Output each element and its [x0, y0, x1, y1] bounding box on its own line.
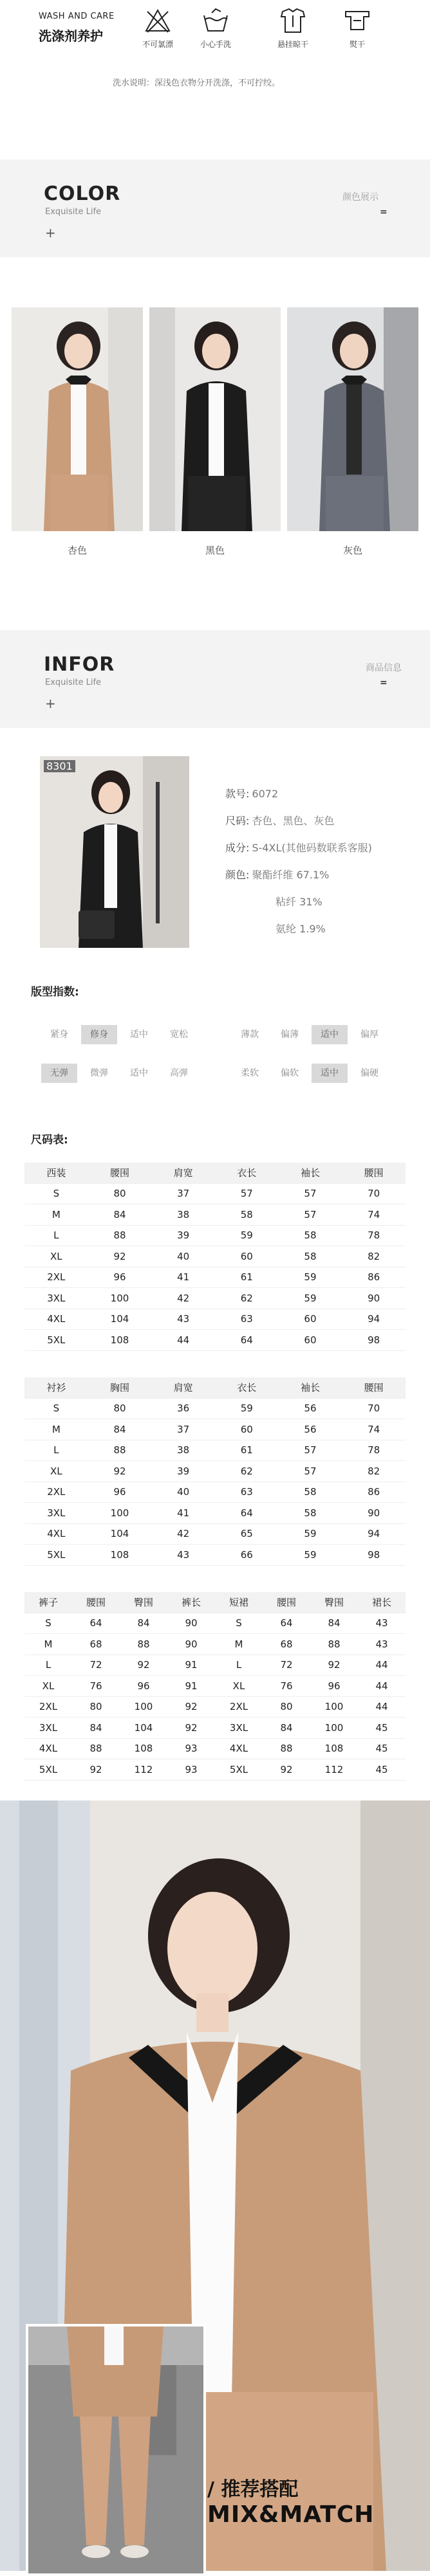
table-cell: 88 — [310, 1634, 358, 1655]
table-cell: 100 — [310, 1718, 358, 1739]
table-row — [24, 1503, 406, 1524]
table-cell: 92 — [167, 1718, 215, 1739]
table-cell: 98 — [342, 1545, 406, 1566]
table-cell: 43 — [151, 1545, 215, 1566]
table-header-cell: 袖长 — [279, 1163, 342, 1183]
table-cell: M — [24, 1634, 72, 1655]
table-row — [24, 1676, 406, 1697]
table-cell: 37 — [151, 1419, 215, 1440]
table-row — [24, 1738, 406, 1759]
info-subtitle: Exquisite Life — [45, 678, 102, 687]
table-cell: 104 — [120, 1718, 167, 1739]
table-cell: 44 — [358, 1696, 406, 1718]
table-cell: 90 — [167, 1634, 215, 1655]
table-cell: S — [215, 1613, 263, 1634]
info-title: INFOR — [44, 653, 115, 676]
table-cell: 59 — [215, 1398, 279, 1419]
table-cell: 108 — [88, 1545, 152, 1566]
wash-title-en: WASH AND CARE — [39, 12, 115, 21]
table-cell: 59 — [279, 1267, 342, 1288]
fit-heading: 版型指数: — [31, 986, 79, 999]
table-cell: 94 — [342, 1523, 406, 1545]
fit-chip-selected: 适中 — [312, 1064, 348, 1083]
table-cell: 96 — [120, 1676, 167, 1697]
table-cell: 59 — [279, 1545, 342, 1566]
table-cell: 88 — [120, 1634, 167, 1655]
table-row — [24, 1696, 406, 1718]
table-cell: 80 — [88, 1183, 152, 1204]
table-cell: 4XL — [24, 1523, 88, 1545]
table-cell: 3XL — [24, 1503, 88, 1524]
table-cell: 92 — [88, 1246, 152, 1267]
table-cell: 88 — [72, 1738, 120, 1759]
color-caption-apricot: 杏色 — [67, 545, 87, 556]
size-table-bottoms — [24, 1592, 406, 1781]
table-cell: 80 — [88, 1398, 152, 1419]
table-row — [24, 1183, 406, 1204]
table-row — [24, 1419, 406, 1440]
color-title: COLOR — [44, 183, 121, 205]
table-cell: 38 — [151, 1440, 215, 1461]
fit-chip: 紧身 — [50, 1029, 68, 1040]
table-cell: 2XL — [24, 1482, 88, 1503]
photo-tag: 8301 — [44, 760, 75, 772]
table-cell: 58 — [279, 1503, 342, 1524]
table-cell: 38 — [151, 1204, 215, 1226]
table-header-cell: 衬衫 — [24, 1377, 88, 1398]
table-cell: 84 — [310, 1613, 358, 1634]
table-cell: 57 — [215, 1183, 279, 1204]
table-row — [24, 1482, 406, 1503]
table-cell: 57 — [279, 1183, 342, 1204]
table-cell: 43 — [358, 1634, 406, 1655]
info-row-fiber-2: 粘纤 31% — [276, 896, 322, 908]
table-cell: 96 — [88, 1267, 152, 1288]
fit-chip: 高弹 — [170, 1068, 188, 1078]
table-row — [24, 1634, 406, 1655]
fit-chip-selected: 修身 — [81, 1025, 117, 1044]
color-photo-black — [149, 307, 281, 531]
table-row — [24, 1267, 406, 1288]
table-cell: S — [24, 1398, 88, 1419]
size-table-shirt — [24, 1377, 406, 1566]
table-header-cell: 肩宽 — [151, 1163, 215, 1183]
table-header-row — [24, 1377, 406, 1398]
table-cell: 86 — [342, 1267, 406, 1288]
fit-chip: 薄款 — [241, 1029, 259, 1040]
table-cell: 94 — [342, 1309, 406, 1330]
table-cell: 57 — [279, 1461, 342, 1482]
table-cell: 57 — [279, 1440, 342, 1461]
info-row-fiber-3: 氨纶 1.9% — [276, 923, 326, 935]
color-photo-apricot — [12, 307, 143, 531]
table-cell: 3XL — [24, 1288, 88, 1309]
fit-chip: 微弹 — [90, 1068, 108, 1078]
table-cell: 91 — [167, 1676, 215, 1697]
table-cell: 3XL — [215, 1718, 263, 1739]
table-cell: 64 — [215, 1503, 279, 1524]
table-cell: 76 — [72, 1676, 120, 1697]
table-cell: 108 — [120, 1738, 167, 1759]
iron-icon: 熨干 — [332, 6, 383, 50]
table-cell: 58 — [279, 1482, 342, 1503]
table-header-cell: 裙长 — [358, 1592, 406, 1613]
table-cell: 92 — [120, 1655, 167, 1676]
table-header-cell: 袖长 — [279, 1377, 342, 1398]
table-cell: 43 — [358, 1613, 406, 1634]
table-cell: 70 — [342, 1398, 406, 1419]
table-cell: 104 — [88, 1309, 152, 1330]
table-cell: 90 — [342, 1503, 406, 1524]
table-cell: 59 — [279, 1523, 342, 1545]
table-cell: 76 — [263, 1676, 310, 1697]
table-header-cell: 胸围 — [88, 1377, 152, 1398]
hang-dry-icon: 悬挂晾干 — [267, 6, 319, 50]
table-cell: XL — [24, 1676, 72, 1697]
color-caption-grey: 灰色 — [342, 545, 362, 556]
table-cell: 42 — [151, 1523, 215, 1545]
table-cell: 58 — [215, 1204, 279, 1226]
table-cell: 91 — [167, 1655, 215, 1676]
table-cell: 78 — [342, 1440, 406, 1461]
table-header-cell: 裤长 — [167, 1592, 215, 1613]
table-cell: 72 — [72, 1655, 120, 1676]
table-cell: 4XL — [215, 1738, 263, 1759]
table-cell: 92 — [72, 1759, 120, 1781]
color-photo-grey — [287, 307, 418, 531]
table-cell: 84 — [72, 1718, 120, 1739]
table-cell: 80 — [72, 1696, 120, 1718]
table-cell: 90 — [342, 1288, 406, 1309]
table-cell: 78 — [342, 1225, 406, 1246]
table-header-cell: 短裙 — [215, 1592, 263, 1613]
table-cell: 64 — [263, 1613, 310, 1634]
table-row — [24, 1246, 406, 1267]
table-cell: 60 — [279, 1330, 342, 1351]
table-cell: 61 — [215, 1440, 279, 1461]
table-cell: L — [215, 1655, 263, 1676]
table-row — [24, 1718, 406, 1739]
table-cell: 86 — [342, 1482, 406, 1503]
table-cell: 66 — [215, 1545, 279, 1566]
fit-chip: 适中 — [130, 1029, 148, 1040]
table-cell: 5XL — [24, 1759, 72, 1781]
table-cell: 100 — [88, 1503, 152, 1524]
table-cell: 64 — [215, 1330, 279, 1351]
table-header-row — [24, 1592, 406, 1613]
table-cell: 44 — [358, 1655, 406, 1676]
table-cell: 57 — [279, 1204, 342, 1226]
table-cell: 112 — [310, 1759, 358, 1781]
table-cell: 62 — [215, 1288, 279, 1309]
table-cell: 58 — [279, 1246, 342, 1267]
table-cell: M — [24, 1419, 88, 1440]
table-cell: 39 — [151, 1461, 215, 1482]
table-cell: 3XL — [24, 1718, 72, 1739]
fit-chip: 宽松 — [170, 1029, 188, 1040]
table-cell: 92 — [263, 1759, 310, 1781]
table-cell: 56 — [279, 1419, 342, 1440]
table-cell: 74 — [342, 1204, 406, 1226]
table-cell: 5XL — [24, 1330, 88, 1351]
table-cell: L — [24, 1225, 88, 1246]
table-cell: 61 — [215, 1267, 279, 1288]
table-cell: 60 — [279, 1309, 342, 1330]
table-row — [24, 1330, 406, 1351]
table-cell: 72 — [263, 1655, 310, 1676]
color-subtitle: Exquisite Life — [45, 207, 102, 217]
table-cell: 93 — [167, 1759, 215, 1781]
table-cell: 84 — [88, 1419, 152, 1440]
table-cell: 82 — [342, 1246, 406, 1267]
table-cell: L — [24, 1440, 88, 1461]
table-row — [24, 1204, 406, 1226]
info-right-label: 商品信息 — [366, 663, 402, 673]
table-cell: 59 — [279, 1288, 342, 1309]
table-cell: 70 — [342, 1183, 406, 1204]
table-cell: 58 — [279, 1225, 342, 1246]
table-cell: 68 — [72, 1634, 120, 1655]
table-header-cell: 腰围 — [88, 1163, 152, 1183]
table-cell: 65 — [215, 1523, 279, 1545]
mix-match-inset-photo — [26, 2324, 206, 2576]
table-header-cell: 西装 — [24, 1163, 88, 1183]
table-cell: 56 — [279, 1398, 342, 1419]
table-cell: 44 — [358, 1676, 406, 1697]
table-cell: 5XL — [215, 1759, 263, 1781]
table-row — [24, 1461, 406, 1482]
mix-match-title-cn: / 推荐搭配 — [207, 2478, 299, 2501]
table-row — [24, 1545, 406, 1566]
table-cell: 43 — [151, 1309, 215, 1330]
table-cell: 84 — [88, 1204, 152, 1226]
fit-chip: 偏薄 — [281, 1029, 299, 1040]
table-cell: M — [215, 1634, 263, 1655]
table-cell: 5XL — [24, 1545, 88, 1566]
table-cell: 80 — [263, 1696, 310, 1718]
table-cell: 40 — [151, 1482, 215, 1503]
table-cell: L — [24, 1655, 72, 1676]
table-cell: 63 — [215, 1482, 279, 1503]
fit-chip: 偏硬 — [360, 1068, 379, 1078]
table-cell: 60 — [215, 1419, 279, 1440]
table-cell: 88 — [88, 1225, 152, 1246]
table-cell: 98 — [342, 1330, 406, 1351]
table-cell: 36 — [151, 1398, 215, 1419]
table-cell: 84 — [263, 1718, 310, 1739]
color-right-label: 颜色展示 — [342, 192, 379, 203]
plus-icon: + — [45, 225, 56, 240]
table-cell: 45 — [358, 1738, 406, 1759]
table-row — [24, 1398, 406, 1419]
table-header-row — [24, 1163, 406, 1183]
wash-note: 洗水说明：深浅色衣物分开洗涤，不可拧绞。 — [113, 78, 281, 88]
table-cell: 4XL — [24, 1309, 88, 1330]
table-cell: 59 — [215, 1225, 279, 1246]
table-row — [24, 1613, 406, 1634]
table-cell: XL — [24, 1246, 88, 1267]
table-cell: S — [24, 1183, 88, 1204]
table-cell: 82 — [342, 1461, 406, 1482]
table-cell: 44 — [151, 1330, 215, 1351]
size-heading: 尺码表: — [31, 1134, 68, 1147]
table-cell: 88 — [263, 1738, 310, 1759]
product-photo — [40, 756, 189, 948]
table-cell: 100 — [88, 1288, 152, 1309]
color-header-panel — [0, 159, 430, 257]
table-row — [24, 1759, 406, 1781]
table-cell: 92 — [310, 1655, 358, 1676]
table-cell: 90 — [167, 1613, 215, 1634]
table-cell: XL — [215, 1676, 263, 1697]
table-cell: 40 — [151, 1246, 215, 1267]
table-cell: 45 — [358, 1718, 406, 1739]
table-cell: 64 — [72, 1613, 120, 1634]
table-row — [24, 1655, 406, 1676]
no-machine-wash-icon: 不可氯漂 — [132, 6, 183, 50]
table-cell: 108 — [310, 1738, 358, 1759]
fit-chip: 柔软 — [241, 1068, 259, 1078]
table-cell: 96 — [88, 1482, 152, 1503]
table-cell: XL — [24, 1461, 88, 1482]
info-row-size: 尺码: 杏色、黑色、灰色 — [225, 815, 335, 827]
table-header-cell: 腰围 — [342, 1377, 406, 1398]
table-header-cell: 衣长 — [215, 1377, 279, 1398]
table-cell: 2XL — [24, 1696, 72, 1718]
table-cell: 92 — [167, 1696, 215, 1718]
table-cell: 93 — [167, 1738, 215, 1759]
table-cell: 108 — [88, 1330, 152, 1351]
fit-chip-selected: 无弹 — [41, 1064, 77, 1083]
table-header-cell: 臀围 — [310, 1592, 358, 1613]
table-header-cell: 裤子 — [24, 1592, 72, 1613]
info-header-panel — [0, 630, 430, 728]
table-cell: 100 — [120, 1696, 167, 1718]
fit-chip: 适中 — [130, 1068, 148, 1078]
table-cell: 104 — [88, 1523, 152, 1545]
table-row — [24, 1225, 406, 1246]
plus-icon: + — [45, 696, 56, 711]
mix-match-title-en: MIX&MATCH — [207, 2501, 375, 2528]
fit-chip: 偏厚 — [360, 1029, 379, 1040]
size-table-jacket — [24, 1163, 406, 1351]
table-cell: 68 — [263, 1634, 310, 1655]
menu-icon: = — [380, 207, 388, 217]
table-cell: 100 — [310, 1696, 358, 1718]
info-row-composition: 成分: S-4XL(其他码数联系客服) — [225, 842, 372, 854]
table-cell: 84 — [120, 1613, 167, 1634]
color-caption-black: 黑色 — [205, 545, 225, 556]
table-cell: 63 — [215, 1309, 279, 1330]
info-row-color: 颜色: 聚酯纤维 67.1% — [225, 869, 330, 881]
table-header-cell: 腰围 — [342, 1163, 406, 1183]
table-cell: 41 — [151, 1503, 215, 1524]
table-row — [24, 1523, 406, 1545]
table-cell: 42 — [151, 1288, 215, 1309]
table-header-cell: 衣长 — [215, 1163, 279, 1183]
table-header-cell: 肩宽 — [151, 1377, 215, 1398]
table-header-cell: 腰围 — [72, 1592, 120, 1613]
table-header-cell: 臀围 — [120, 1592, 167, 1613]
info-row-style: 款号: 6072 — [225, 788, 279, 800]
table-header-cell: 腰围 — [263, 1592, 310, 1613]
table-cell: 41 — [151, 1267, 215, 1288]
fit-chip-selected: 适中 — [312, 1025, 348, 1044]
table-cell: 60 — [215, 1246, 279, 1267]
table-cell: 37 — [151, 1183, 215, 1204]
table-cell: 88 — [88, 1440, 152, 1461]
table-row — [24, 1309, 406, 1330]
table-cell: M — [24, 1204, 88, 1226]
menu-icon: = — [380, 678, 388, 688]
table-cell: 4XL — [24, 1738, 72, 1759]
table-cell: 39 — [151, 1225, 215, 1246]
fit-chip: 偏软 — [281, 1068, 299, 1078]
table-cell: 74 — [342, 1419, 406, 1440]
table-cell: 96 — [310, 1676, 358, 1697]
hand-wash-icon: 小心手洗 — [190, 6, 241, 50]
table-row — [24, 1288, 406, 1309]
table-cell: 45 — [358, 1759, 406, 1781]
table-cell: S — [24, 1613, 72, 1634]
table-cell: 112 — [120, 1759, 167, 1781]
table-cell: 2XL — [215, 1696, 263, 1718]
table-row — [24, 1440, 406, 1461]
table-cell: 2XL — [24, 1267, 88, 1288]
wash-title-cn: 洗涤剂养护 — [39, 28, 103, 44]
table-cell: 62 — [215, 1461, 279, 1482]
table-cell: 92 — [88, 1461, 152, 1482]
